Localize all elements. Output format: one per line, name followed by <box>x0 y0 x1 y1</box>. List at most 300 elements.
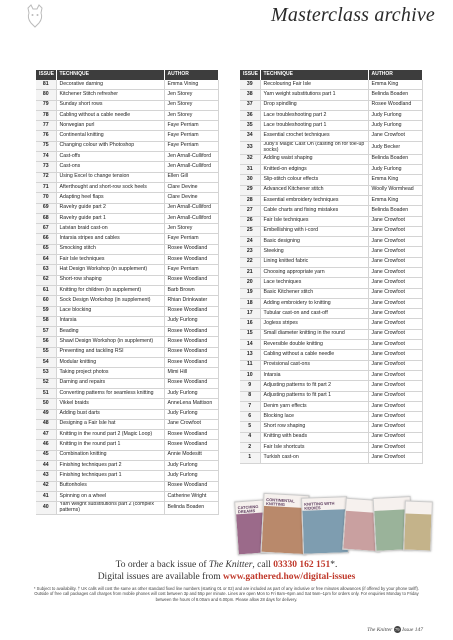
issue-cell: 4 <box>240 432 260 442</box>
technique-cell: Changing colour with Photoshop <box>56 141 164 151</box>
table-row <box>240 141 422 154</box>
archive-table-left <box>36 70 219 515</box>
author-cell: AnneLena Mattison <box>164 399 218 409</box>
issue-cell: 33 <box>240 141 260 154</box>
author-cell: Jen Arnall-Culliford <box>164 203 218 213</box>
issue-cell: 57 <box>36 327 56 337</box>
technique-cell: Reversible double knitting <box>260 340 368 350</box>
issue-cell: 24 <box>240 237 260 247</box>
issue-cell: 52 <box>36 378 56 388</box>
issue-cell: 14 <box>240 340 260 350</box>
table-row <box>240 110 422 120</box>
table-row <box>36 399 218 409</box>
author-cell: Jen Storey <box>164 110 218 120</box>
table-row <box>36 110 218 120</box>
author-cell: Faye Perriam <box>164 131 218 141</box>
author-cell: Clare Devine <box>164 182 218 192</box>
footer-issue: Issue 147 <box>402 627 423 633</box>
issue-cell: 81 <box>36 80 56 90</box>
issue-cell: 28 <box>240 195 260 205</box>
issue-cell: 72 <box>36 172 56 182</box>
technique-cell: Lace troubleshooting part 1 <box>260 121 368 131</box>
table-row <box>240 453 422 463</box>
order-text: To order a back issue of <box>115 560 209 570</box>
technique-cell: Hat Design Workshop (in supplement) <box>56 265 164 275</box>
technique-cell: Fair Isle techniques <box>56 255 164 265</box>
issue-cell: 63 <box>36 265 56 275</box>
table-row <box>240 350 422 360</box>
technique-cell: Cabling without a cable needle <box>56 110 164 120</box>
technique-cell: Beading <box>56 327 164 337</box>
technique-cell: Intarsia <box>56 316 164 326</box>
table-row <box>240 443 422 453</box>
author-cell: Jane Crowfoot <box>368 443 422 453</box>
author-cell: Rosee Woodland <box>164 481 218 491</box>
issue-cell: 41 <box>36 491 56 501</box>
issue-cell: 56 <box>36 337 56 347</box>
issue-cell: 32 <box>240 154 260 164</box>
technique-cell: Latvian braid cast-on <box>56 224 164 234</box>
author-cell: Ellen Gill <box>164 172 218 182</box>
technique-cell: Essential crochet techniques <box>260 131 368 141</box>
table-row <box>240 298 422 308</box>
table-row <box>240 329 422 339</box>
technique-cell: Denim yarn effects <box>260 401 368 411</box>
issue-cell: 11 <box>240 360 260 370</box>
table-row <box>240 412 422 422</box>
technique-cell: Essential embroidery techniques <box>260 195 368 205</box>
issue-cell: 15 <box>240 329 260 339</box>
author-cell: Rosee Woodland <box>164 275 218 285</box>
technique-cell: Knitting in the round part 2 (Magic Loop) <box>56 430 164 440</box>
issue-cell: 58 <box>36 316 56 326</box>
technique-cell: Kitchener Stitch refresher <box>56 90 164 100</box>
technique-cell: Finishing techniques part 1 <box>56 471 164 481</box>
author-cell: Rosee Woodland <box>164 347 218 357</box>
small-print: * Subject to availability. † UK calls will cost the same as other standard fixed line numbers (starting 01 or 02) and are included as part of any inclusive or free minutes allowances (if offered by your phone tariff). Outside of free call packages call charges from mobile phones will cost between 3p and 55p per minute. Lines are open Mon to Fri 8am–6pm and Sat 9am–1pm for orders only. For enquiries Monday to Friday between the hours of 8.00am and 6.00pm. Please allow 28 days for delivery. <box>33 586 420 602</box>
issue-cell: 38 <box>240 90 260 100</box>
table-row <box>36 440 218 450</box>
column-header-technique: TECHNIQUE <box>56 70 164 80</box>
table-row <box>36 347 218 357</box>
issue-cell: 54 <box>36 358 56 368</box>
table-row <box>36 234 218 244</box>
order-text: *. <box>330 560 338 570</box>
technique-cell: Continental knitting <box>56 131 164 141</box>
technique-cell: Advanced Kitchener stitch <box>260 185 368 195</box>
table-row <box>36 388 218 398</box>
author-cell: Judy Furlong <box>164 460 218 470</box>
issue-cell: 39 <box>240 80 260 90</box>
author-cell: Rosee Woodland <box>164 378 218 388</box>
table-row <box>36 255 218 265</box>
author-cell: Jane Crowfoot <box>368 432 422 442</box>
technique-cell: Adjusting patterns to fit part 2 <box>260 381 368 391</box>
technique-cell: Spinning on a wheel <box>56 491 164 501</box>
table-row <box>36 275 218 285</box>
technique-cell: Darning and repairs <box>56 378 164 388</box>
technique-cell: Fair Isle shortcuts <box>260 443 368 453</box>
issue-cell: 18 <box>240 298 260 308</box>
issue-cell: 20 <box>240 278 260 288</box>
technique-cell: Blocking lace <box>260 412 368 422</box>
cover-title: CONTINENTAL KNITTING <box>265 496 295 507</box>
table-row <box>240 319 422 329</box>
author-cell: Faye Perriam <box>164 234 218 244</box>
cover-image <box>404 514 431 551</box>
author-cell: Jane Crowfoot <box>368 257 422 267</box>
table-row <box>240 381 422 391</box>
issue-cell: 62 <box>36 275 56 285</box>
technique-cell: Lining knitted fabric <box>260 257 368 267</box>
issue-cell: 73 <box>36 162 56 172</box>
author-cell: Jen Storey <box>164 90 218 100</box>
technique-cell: Sunday short rows <box>56 100 164 110</box>
author-cell: Jane Crowfoot <box>368 422 422 432</box>
table-row <box>36 244 218 254</box>
author-cell: Belinda Boaden <box>368 90 422 100</box>
issue-cell: 49 <box>36 409 56 419</box>
author-cell: Rosee Woodland <box>164 358 218 368</box>
author-cell: Jane Crowfoot <box>368 453 422 463</box>
author-cell: Clare Devine <box>164 193 218 203</box>
author-cell: Emma Vining <box>164 80 218 90</box>
table-row <box>36 450 218 460</box>
technique-cell: Combination knitting <box>56 450 164 460</box>
table-row <box>240 247 422 257</box>
author-cell: Faye Perriam <box>164 141 218 151</box>
author-cell: Jen Storey <box>164 224 218 234</box>
order-text: , call <box>252 560 274 570</box>
page-number: 79 <box>394 627 400 632</box>
author-cell: Judy Becker <box>368 141 422 154</box>
author-cell: Jane Crowfoot <box>164 419 218 429</box>
author-cell: Jane Crowfoot <box>368 216 422 226</box>
digital-line <box>0 572 453 582</box>
table-row <box>36 100 218 110</box>
magazine-name: The Knitter <box>208 560 253 570</box>
issue-cell: 10 <box>240 370 260 380</box>
technique-cell: Finishing techniques part 2 <box>56 460 164 470</box>
table-header-row <box>36 70 218 80</box>
table-row <box>240 422 422 432</box>
issue-cell: 71 <box>36 182 56 192</box>
technique-cell: Preventing and tackling RSI <box>56 347 164 357</box>
issue-cell: 77 <box>36 121 56 131</box>
author-cell: Jane Crowfoot <box>368 247 422 257</box>
issue-cell: 75 <box>36 141 56 151</box>
author-cell: Jane Crowfoot <box>368 391 422 401</box>
column-header-issue: ISSUE <box>240 70 260 80</box>
technique-cell: Knitting in the round part 1 <box>56 440 164 450</box>
issue-cell: 34 <box>240 131 260 141</box>
table-row <box>36 224 218 234</box>
technique-cell: Drop spindling <box>260 100 368 110</box>
table-row <box>36 90 218 100</box>
technique-cell: Knitted-on edgings <box>260 165 368 175</box>
technique-cell: Small diameter knitting in the round <box>260 329 368 339</box>
order-line <box>0 560 453 570</box>
technique-cell: Ravelry guide part 2 <box>56 203 164 213</box>
issue-cell: 76 <box>36 131 56 141</box>
table-row <box>240 309 422 319</box>
author-cell: Barb Brown <box>164 285 218 295</box>
technique-cell: Intarsia <box>260 370 368 380</box>
author-cell: Rosee Woodland <box>164 337 218 347</box>
issue-cell: 21 <box>240 267 260 277</box>
table-row <box>240 226 422 236</box>
table-row <box>36 481 218 491</box>
cover-image <box>302 509 347 554</box>
technique-cell: Lace troubleshooting part 2 <box>260 110 368 120</box>
author-cell: Belinda Boaden <box>368 206 422 216</box>
technique-cell: Adding bust darts <box>56 409 164 419</box>
author-cell: Jane Crowfoot <box>368 267 422 277</box>
author-cell: Judy Furlong <box>164 409 218 419</box>
technique-cell: Cable charts and fixing mistakes <box>260 206 368 216</box>
table-row <box>240 340 422 350</box>
table-row <box>36 141 218 151</box>
author-cell: Judy Furlong <box>164 316 218 326</box>
table-row <box>36 316 218 326</box>
cover-title: KNITTING WITH KIDDIES <box>304 500 335 511</box>
table-row <box>36 419 218 429</box>
technique-cell: Cast-ons <box>56 162 164 172</box>
issue-cell: 16 <box>240 319 260 329</box>
table-row <box>36 80 218 90</box>
issue-cell: 60 <box>36 296 56 306</box>
table-row <box>36 213 218 223</box>
technique-cell: Provisional cast-ons <box>260 360 368 370</box>
author-cell: Rosee Woodland <box>164 440 218 450</box>
issue-cell: 29 <box>240 185 260 195</box>
table-row <box>36 162 218 172</box>
issue-cell: 69 <box>36 203 56 213</box>
table-row <box>240 131 422 141</box>
author-cell: Jane Crowfoot <box>368 350 422 360</box>
author-cell: Jane Crowfoot <box>368 370 422 380</box>
author-cell: Jane Crowfoot <box>368 360 422 370</box>
table-row <box>240 360 422 370</box>
technique-cell: Norwegian purl <box>56 121 164 131</box>
issue-cell: 70 <box>36 193 56 203</box>
author-cell: Emma King <box>368 195 422 205</box>
table-row <box>240 278 422 288</box>
author-cell: Jen Arnall-Culliford <box>164 213 218 223</box>
author-cell: Catherine Wright <box>164 491 218 501</box>
technique-cell: Cast-offs <box>56 152 164 162</box>
technique-cell: Shawl Design Workshop (in supplement) <box>56 337 164 347</box>
technique-cell: Slip-stitch colour effects <box>260 175 368 185</box>
archive-table-right <box>240 70 423 464</box>
technique-cell: Intarsia stripes and cables <box>56 234 164 244</box>
issue-cell: 1 <box>240 453 260 463</box>
technique-cell: Adding waist shaping <box>260 154 368 164</box>
author-cell: Rosee Woodland <box>164 327 218 337</box>
table-row <box>36 131 218 141</box>
author-cell: Judy Furlong <box>164 388 218 398</box>
issue-cell: 30 <box>240 175 260 185</box>
author-cell: Rosee Woodland <box>164 306 218 316</box>
page-title: Masterclass archive <box>271 4 435 26</box>
sheep-logo-icon <box>24 4 46 28</box>
author-cell: Jane Crowfoot <box>368 319 422 329</box>
technique-cell: Vikkel braids <box>56 399 164 409</box>
author-cell: Jane Crowfoot <box>368 131 422 141</box>
technique-cell: Tubular cast-on and cast-off <box>260 309 368 319</box>
technique-cell: Short-row shaping <box>56 275 164 285</box>
technique-cell: Yarn weight substitutions part 1 <box>260 90 368 100</box>
table-row <box>240 370 422 380</box>
table-row <box>240 80 422 90</box>
issue-cell: 47 <box>36 430 56 440</box>
author-cell: Jane Crowfoot <box>368 329 422 339</box>
technique-cell: Lace techniques <box>260 278 368 288</box>
column-header-issue: ISSUE <box>36 70 56 80</box>
author-cell: Rosee Woodland <box>164 430 218 440</box>
column-header-author: AUTHOR <box>368 70 422 80</box>
issue-cell: 64 <box>36 255 56 265</box>
table-row <box>36 306 218 316</box>
issue-cell: 79 <box>36 100 56 110</box>
issue-cell: 44 <box>36 460 56 470</box>
author-cell: Jane Crowfoot <box>368 278 422 288</box>
table-row <box>240 154 422 164</box>
author-cell: Emma King <box>368 80 422 90</box>
author-cell: Jane Crowfoot <box>368 298 422 308</box>
column-header-author: AUTHOR <box>164 70 218 80</box>
issue-cell: 36 <box>240 110 260 120</box>
table-row <box>36 203 218 213</box>
technique-cell: Recolouring Fair Isle <box>260 80 368 90</box>
table-row <box>36 182 218 192</box>
author-cell: Jen Arnall-Culliford <box>164 162 218 172</box>
issue-cell: 67 <box>36 224 56 234</box>
technique-cell: Jogless stripes <box>260 319 368 329</box>
column-header-technique: TECHNIQUE <box>260 70 368 80</box>
technique-cell: Lace blocking <box>56 306 164 316</box>
technique-cell: Knitting for children (in supplement) <box>56 285 164 295</box>
author-cell: Faye Perriam <box>164 265 218 275</box>
author-cell: Judy Furlong <box>368 121 422 131</box>
author-cell: Jane Crowfoot <box>368 381 422 391</box>
technique-cell: Converting patterns for seamless knitting <box>56 388 164 398</box>
issue-cell: 6 <box>240 412 260 422</box>
issue-cell: 46 <box>36 440 56 450</box>
technique-cell: Basic Kitchener stitch <box>260 288 368 298</box>
table-row <box>240 90 422 100</box>
issue-cell: 78 <box>36 110 56 120</box>
author-cell: Emma King <box>368 175 422 185</box>
technique-cell: Embellishing with i-cord <box>260 226 368 236</box>
table-row <box>36 193 218 203</box>
issue-cell: 25 <box>240 226 260 236</box>
table-row <box>240 391 422 401</box>
technique-cell: Adjusting patterns to fit part 1 <box>260 391 368 401</box>
author-cell: Rosee Woodland <box>368 100 422 110</box>
table-row <box>36 430 218 440</box>
author-cell: Jane Crowfoot <box>368 226 422 236</box>
table-row <box>36 358 218 368</box>
page-footer <box>367 626 423 633</box>
table-row <box>36 471 218 481</box>
technique-cell: Turkish cast-on <box>260 453 368 463</box>
table-row <box>36 491 218 501</box>
issue-cell: 68 <box>36 213 56 223</box>
table-row <box>240 257 422 267</box>
table-row <box>36 368 218 378</box>
author-cell: Jane Crowfoot <box>368 309 422 319</box>
table-row <box>36 172 218 182</box>
issue-cell: 66 <box>36 234 56 244</box>
author-cell: Judy Furlong <box>164 471 218 481</box>
table-row <box>240 237 422 247</box>
table-row <box>240 165 422 175</box>
table-row <box>36 296 218 306</box>
technique-cell: Short row shaping <box>260 422 368 432</box>
table-row <box>36 152 218 162</box>
table-row <box>240 185 422 195</box>
issue-cell: 8 <box>240 391 260 401</box>
author-cell: Jane Crowfoot <box>368 237 422 247</box>
issue-cell: 27 <box>240 206 260 216</box>
table-row <box>240 195 422 205</box>
technique-cell: Decorative darning <box>56 80 164 90</box>
author-cell: Belinda Boaden <box>164 502 218 515</box>
order-phone[interactable]: 03330 162 151 <box>273 560 331 570</box>
author-cell: Faye Perriam <box>164 121 218 131</box>
issue-cell: 19 <box>240 288 260 298</box>
technique-cell: Using Excel to change tension <box>56 172 164 182</box>
author-cell: Judy Furlong <box>368 165 422 175</box>
issue-cell: 7 <box>240 401 260 411</box>
technique-cell: Taking project photos <box>56 368 164 378</box>
issue-cell: 51 <box>36 388 56 398</box>
digital-url-link[interactable]: www.gathered.how/digital-issues <box>223 572 356 582</box>
author-cell: Jane Crowfoot <box>368 412 422 422</box>
author-cell: Jen Storey <box>164 100 218 110</box>
author-cell: Rhian Drinkwater <box>164 296 218 306</box>
table-row <box>36 378 218 388</box>
technique-cell: Designing a Fair Isle hat <box>56 419 164 429</box>
issue-cell: 74 <box>36 152 56 162</box>
table-row <box>240 432 422 442</box>
issue-cell: 40 <box>36 502 56 515</box>
issue-cell: 26 <box>240 216 260 226</box>
table-row <box>36 502 218 515</box>
author-cell: Mimi Hill <box>164 368 218 378</box>
table-row <box>240 206 422 216</box>
technique-cell: Sock Design Workshop (in supplement) <box>56 296 164 306</box>
technique-cell: Adapting heel flaps <box>56 193 164 203</box>
table-row <box>240 175 422 185</box>
issue-cell: 17 <box>240 309 260 319</box>
issue-cell: 53 <box>36 368 56 378</box>
technique-cell: Ravelry guide part 1 <box>56 213 164 223</box>
technique-cell: Buttonholes <box>56 481 164 491</box>
author-cell: Jane Crowfoot <box>368 340 422 350</box>
issue-cell: 48 <box>36 419 56 429</box>
footer-magazine: The Knitter <box>367 627 393 633</box>
technique-cell: Afterthought and short-row sock heels <box>56 182 164 192</box>
issue-cell: 37 <box>240 100 260 110</box>
technique-cell: Choosing appropriate yarn <box>260 267 368 277</box>
issue-cell: 2 <box>240 443 260 453</box>
issue-cell: 43 <box>36 471 56 481</box>
technique-cell: Modular knitting <box>56 358 164 368</box>
author-cell: Annie Modesitt <box>164 450 218 460</box>
table-row <box>36 409 218 419</box>
